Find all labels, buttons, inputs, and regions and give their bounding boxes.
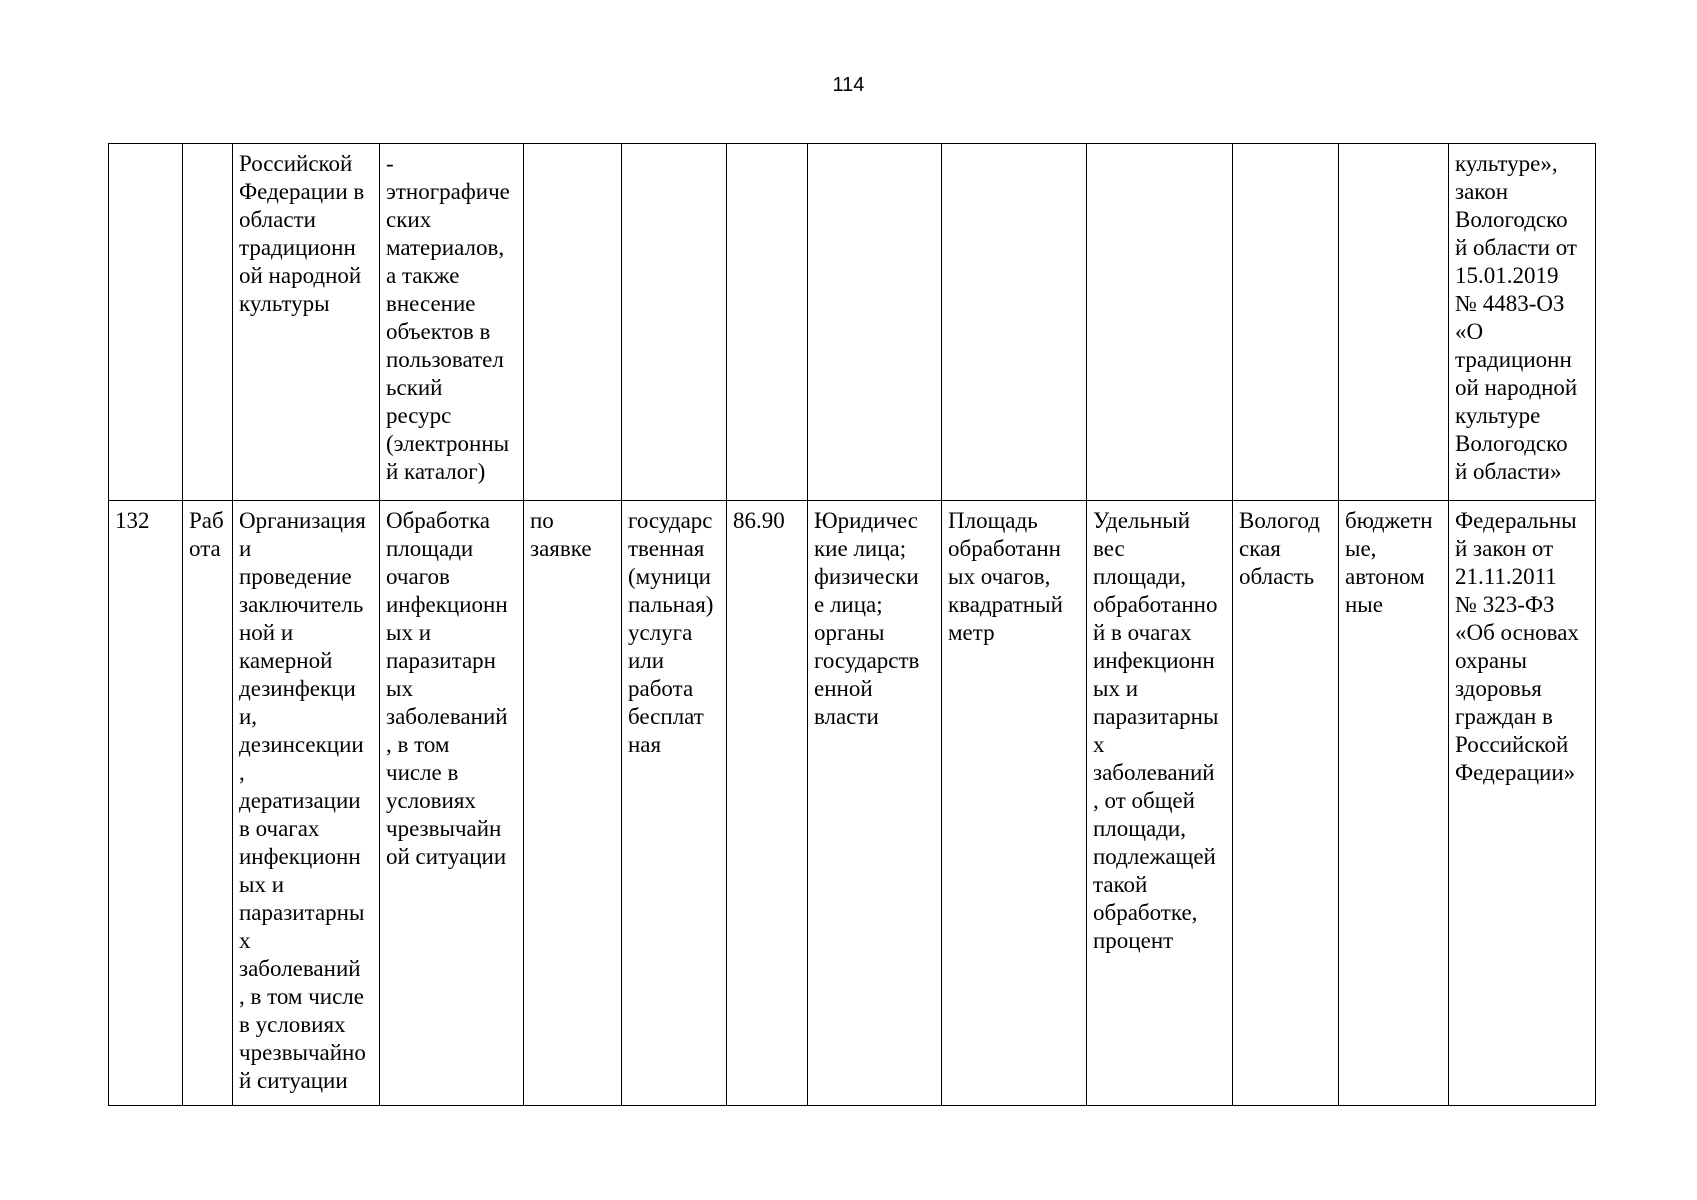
page-number: 114 bbox=[832, 74, 865, 96]
cell-name: Российской Федерации в области традиционн ой народной культуры bbox=[233, 144, 380, 501]
cell-name: Организация и проведение заключитель ной и камерной дезинфекци и, дезинсекции , дератизации в очагах инфекционн ых и паразитарны х заболеваний , в том числе в условиях чрезвычайно й ситуации bbox=[233, 501, 380, 1106]
cell-volume-indicator: Площадь обработанн ых очагов, квадратный метр bbox=[942, 501, 1087, 1106]
cell-content: Обработка площади очагов инфекционн ых и паразитарн ых заболеваний , в том числе в условиях чрезвычайн ой ситуации bbox=[380, 501, 524, 1106]
cell-territory bbox=[1233, 144, 1339, 501]
cell-volume-indicator bbox=[942, 144, 1087, 501]
cell-consumers bbox=[808, 144, 942, 501]
cell-type: Раб ота bbox=[183, 501, 233, 1106]
table-row bbox=[109, 501, 1596, 1106]
cell-institution-type bbox=[1339, 144, 1449, 501]
cell-type bbox=[183, 144, 233, 501]
table-row bbox=[109, 144, 1596, 501]
cell-territory: Вологод ская область bbox=[1233, 501, 1339, 1106]
cell-legal-basis: культуре», закон Вологодско й области от 15.01.2019 № 4483-ОЗ «О традиционн ой народной культуре Вологодско й области» bbox=[1449, 144, 1596, 501]
cell-service-kind: государс твенная (муници пальная) услуга или работа бесплат ная bbox=[622, 501, 727, 1106]
cell-quality-indicator: Удельный вес площади, обработанно й в очагах инфекционн ых и паразитарны х заболеваний , от общей площади, подлежащей такой обработке, процент bbox=[1087, 501, 1233, 1106]
cell-condition bbox=[524, 144, 622, 501]
cell-number: 132 bbox=[109, 501, 183, 1106]
cell-okved: 86.90 bbox=[727, 501, 808, 1106]
cell-content: - этнографиче ских материалов, а также внесение объектов в пользовател ьский ресурс (электронны й каталог) bbox=[380, 144, 524, 501]
cell-number bbox=[109, 144, 183, 501]
cell-condition: по заявке bbox=[524, 501, 622, 1106]
cell-quality-indicator bbox=[1087, 144, 1233, 501]
registry-table bbox=[108, 143, 1596, 1106]
cell-service-kind bbox=[622, 144, 727, 501]
cell-consumers: Юридичес кие лица; физически е лица; органы государств енной власти bbox=[808, 501, 942, 1106]
cell-institution-type: бюджетн ые, автоном ные bbox=[1339, 501, 1449, 1106]
cell-okved bbox=[727, 144, 808, 501]
cell-legal-basis: Федеральны й закон от 21.11.2011 № 323-ФЗ «Об основах охраны здоровья граждан в Российской Федерации» bbox=[1449, 501, 1596, 1106]
